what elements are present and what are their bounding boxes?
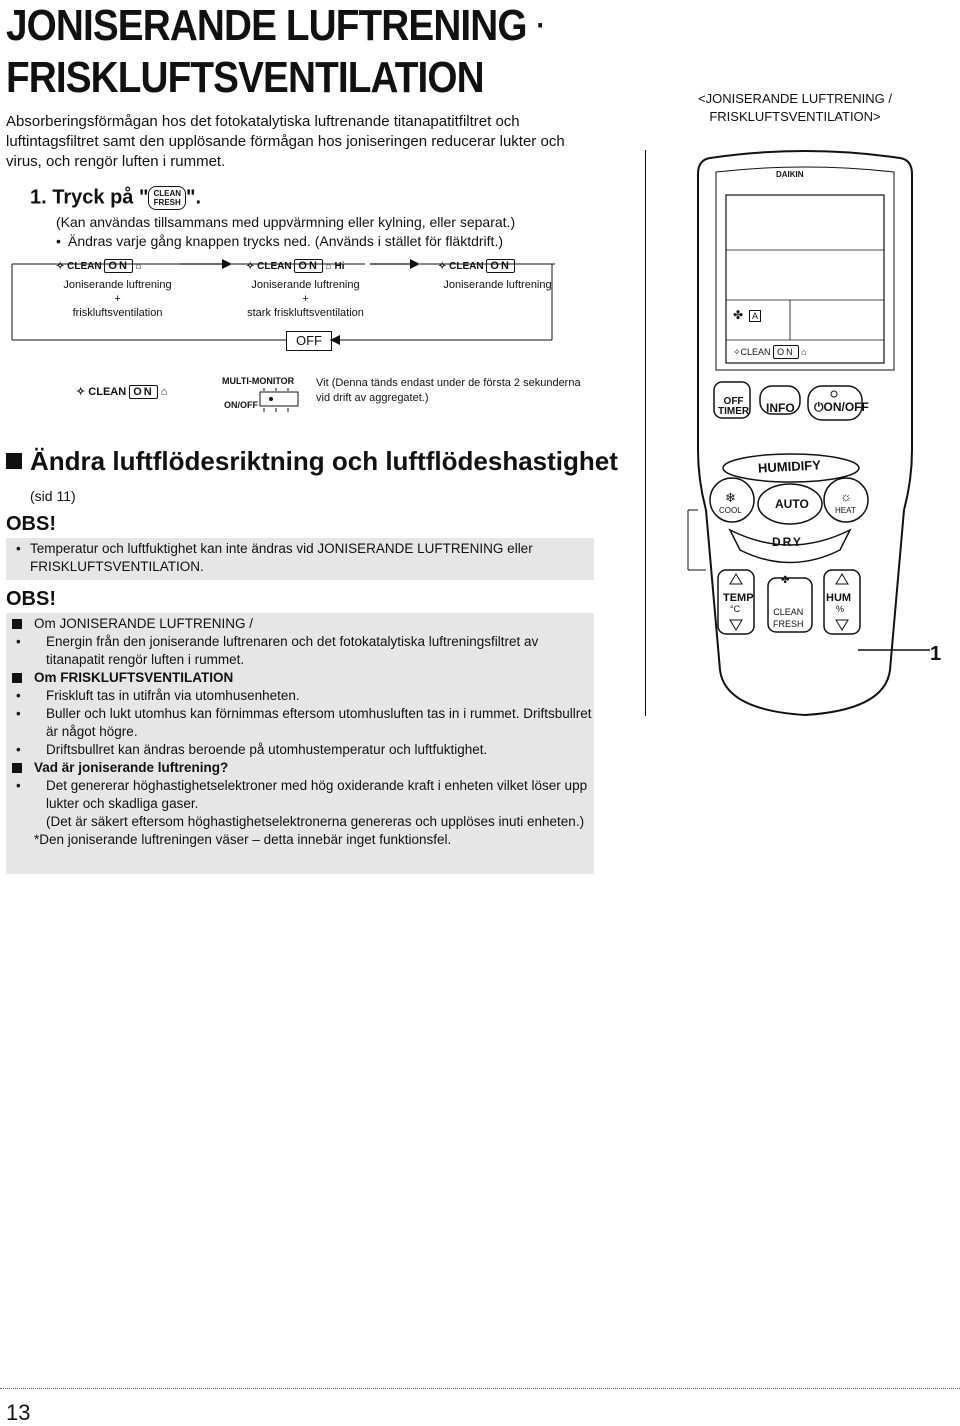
obs2-h3-paren: (Det är säkert eftersom höghastighetselektronerna genereras och upplöses inuti enheten.)	[46, 814, 585, 829]
intro-paragraph: Absorberingsförmågan hos det fotokatalytiska luftrenande titanapatitfiltret och luftintagsfiltret samt den upplösande förmågan hos joniseringen reducerar lukter och virus, och rengör luften i rummet.	[6, 113, 565, 170]
page-reference: (sid 11)	[30, 488, 76, 504]
obs2-h2-bullet-3: • Driftsbullret kan ändras beroende på utomhustemperatur och luftfuktighet.	[6, 741, 594, 759]
heat-icon: ☼	[840, 489, 852, 504]
sequence-state-1-label: Joniserande luftrening + friskluftsventilation	[63, 279, 172, 319]
obs2-heading-3: Vad är joniserande luftrening?	[6, 759, 594, 777]
obs-label-2: OBS!	[6, 588, 56, 610]
title-line-1: JONISERANDE LUFTRENING	[6, 1, 527, 50]
clean-fresh-key: CLEAN FRESH	[148, 186, 186, 210]
obs1-bullet: • Temperatur och luftfuktighet kan inte ändras vid JONISERANDE LUFTRENING eller FRISKLUFTSVENTILATION.	[6, 540, 594, 576]
cool-button[interactable]: COOL	[719, 506, 742, 515]
step-1	[30, 186, 201, 210]
sequence-state-3-icons: ✧ CLEAN ON	[438, 259, 515, 273]
monitor-note: Vit (Denna tänds endast under de första 2 sekunderna vid drift av aggregatet.)	[316, 377, 581, 404]
dry-button[interactable]: DRY	[772, 535, 803, 549]
clean-fresh-button[interactable]: CLEAN FRESH	[773, 607, 804, 629]
step-number: 1.	[30, 186, 47, 209]
obs2-footnote: *Den joniserande luftreningen väser – detta innebär inget funktionsfel.	[34, 832, 452, 847]
heat-button[interactable]: HEAT	[835, 506, 856, 515]
page-number: 13	[6, 1400, 31, 1425]
obs2-h3-bullet-1: • Det genererar höghastighetselektroner med hög oxiderande kraft i enheten vilket löser upp lukter och skadliga gaser.	[6, 777, 594, 813]
fan-icon: ✤	[733, 308, 744, 322]
callout-1: 1	[930, 643, 942, 665]
fan-small-icon: ✤	[781, 575, 790, 586]
obs-label-1: OBS!	[6, 513, 56, 535]
auto-button[interactable]: AUTO	[775, 497, 809, 511]
title-line-2: FRISKLUFTSVENTILATION	[6, 53, 484, 102]
remote-caption: <JONISERANDE LUFTRENING / FRISKLUFTSVENTILATION>	[698, 91, 892, 124]
section-heading: Ändra luftflödesriktning och luftflödeshastighet	[6, 445, 618, 477]
cool-icon: ❄	[725, 490, 736, 505]
multi-monitor-label: MULTI-MONITOR	[222, 376, 295, 386]
display-clean-on: ✧CLEAN ON ⌂	[733, 347, 807, 357]
obs2-h2-bullet-1: • Friskluft tas in utifrån via utomhusenheten.	[6, 687, 594, 705]
hum-unit: %	[836, 604, 845, 614]
step-bullet: • Ändras varje gång knappen trycks ned. (Används i stället för fläktdrift.)	[56, 233, 503, 249]
onoff-button[interactable]: ⏻ON/OFF	[814, 400, 869, 414]
temp-button[interactable]: TEMP	[723, 592, 754, 604]
obs2-h1-bullet: • Energin från den joniserande luftrenaren och det fotokatalytiska luftreningsfiltret av titanapatit rengör luften i rummet.	[6, 633, 594, 669]
obs2-h2-bullet-2: • Buller och lukt utomhus kan förnimmas eftersom utomhusluften tas in i rummet. Driftsbullret är något högre.	[6, 705, 594, 741]
step-text-post: ".	[186, 186, 202, 209]
page-title: JONISERANDE LUFTRENING · FRISKLUFTSVENTILATION	[6, 1, 545, 102]
sequence-state-2-icons: ✧ CLEAN ON ⌂ Hi	[246, 260, 345, 272]
info-button[interactable]: INFO	[766, 401, 795, 415]
monitor-onoff-label: ON/OFF	[224, 400, 258, 410]
display-indicator: ✧ CLEAN ON ⌂	[76, 386, 168, 398]
obs-box-2	[6, 613, 594, 874]
step-text-pre: Tryck på "	[52, 186, 149, 209]
remote-divider	[645, 150, 646, 716]
sequence-state-2-label: Joniserande luftrening + stark friskluftsventilation	[247, 279, 364, 319]
monitor-lamp-icon	[256, 386, 308, 418]
obs2-heading-2: Om FRISKLUFTSVENTILATION	[6, 669, 594, 687]
off-state-box: OFF	[286, 331, 332, 351]
footer-rule	[0, 1388, 960, 1390]
obs-box-1	[6, 538, 594, 580]
humidify-button[interactable]: HUMIDIFY	[757, 457, 822, 476]
display-a-indicator: A	[749, 310, 761, 322]
step-note: (Kan användas tillsammans med uppvärmning eller kylning, eller separat.)	[56, 214, 516, 230]
square-bullet-icon	[6, 453, 22, 469]
hum-button[interactable]: HUM	[826, 592, 852, 604]
off-timer-button[interactable]: OFF TIMER	[718, 396, 750, 417]
daikin-logo: DAIKIN	[776, 170, 804, 179]
sequence-state-3-label: Joniserande luftrening	[443, 279, 552, 291]
obs2-heading-1: Om JONISERANDE LUFTRENING /	[6, 615, 594, 633]
sequence-state-1-icons: ✧ CLEAN ON ⌂	[56, 260, 142, 272]
temp-unit: °C	[730, 604, 741, 614]
remote-control	[680, 150, 930, 730]
